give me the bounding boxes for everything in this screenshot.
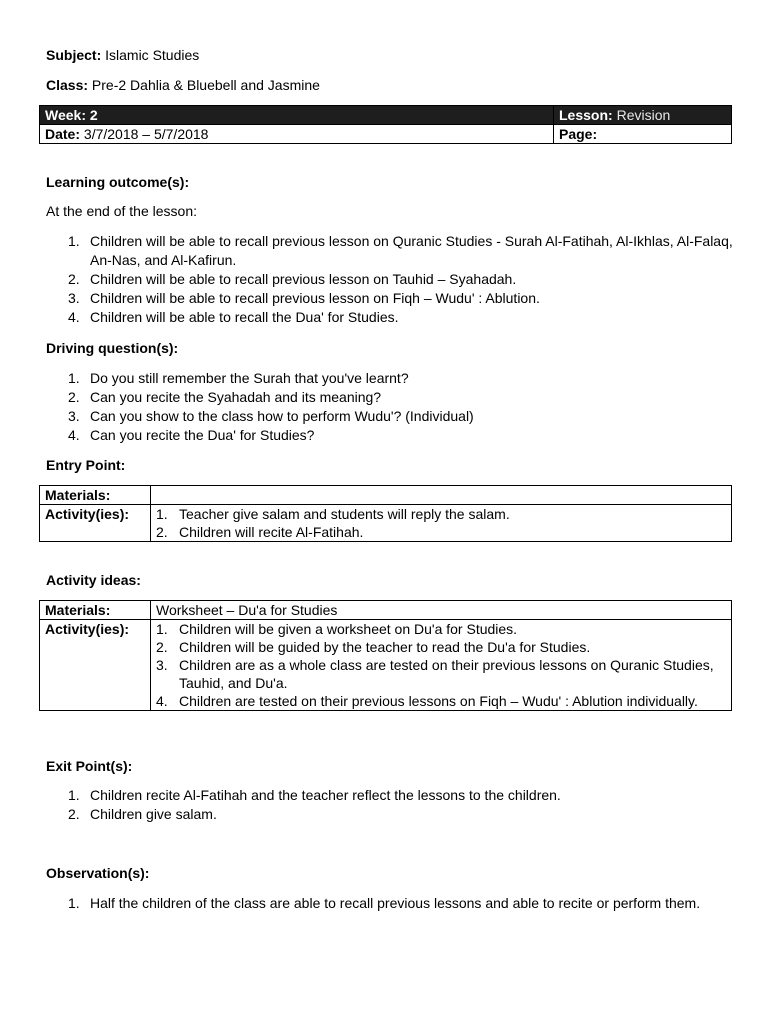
- list-item: 2. Can you recite the Syahadah and its meaning?: [68, 389, 382, 405]
- date-cell: [40, 125, 554, 144]
- subject-value: Islamic Studies: [105, 47, 200, 63]
- entry-materials-value: [151, 486, 732, 505]
- class-label: Class:: [46, 77, 89, 93]
- lesson-label: Lesson:: [559, 107, 613, 123]
- date-label: Date:: [45, 126, 81, 142]
- list-item: 2. Children will be guided by the teacher to read the Du'a for Studies.: [156, 639, 591, 655]
- list-item: 2. Children give salam.: [68, 806, 217, 822]
- list-item: 2. Children will recite Al-Fatihah.: [156, 524, 364, 540]
- entry-activity-cell: [151, 505, 732, 542]
- entry-materials-label: Materials:: [40, 486, 151, 505]
- week-info-table: [39, 105, 732, 144]
- entry-point-heading: Entry Point:: [46, 457, 126, 473]
- learning-outcomes-list: [46, 232, 736, 327]
- entry-activity-list: [156, 505, 726, 541]
- list-item: 3. Children will be able to recall previous lesson on Fiqh – Wudu' : Ablution.: [68, 290, 540, 306]
- page-cell: Page:: [554, 125, 732, 144]
- learning-outcomes-heading: Learning outcome(s):: [46, 174, 190, 190]
- entry-point-table: [39, 485, 732, 542]
- entry-activity-label: Activity(ies):: [40, 505, 151, 542]
- list-item: 1. Children will be able to recall previous lesson on Quranic Studies - Surah Al-Fatihah, Al-Ikhlas, Al-Falaq, An-Nas, and Al-Kafirun.: [68, 233, 733, 268]
- list-item: 4. Children are tested on their previous lessons on Fiqh – Wudu' : Ablution individually.: [156, 693, 698, 709]
- ideas-materials-label: Materials:: [40, 601, 151, 620]
- driving-questions-heading: Driving question(s):: [46, 340, 179, 356]
- list-item: 3. Children are as a whole class are tested on their previous lessons on Quranic Studies, Tauhid, and Du'a.: [156, 657, 714, 691]
- subject-label: Subject:: [46, 47, 102, 63]
- list-item: 2. Children will be able to recall previous lesson on Tauhid – Syahadah.: [68, 271, 517, 287]
- activity-ideas-table: [39, 600, 732, 711]
- list-item: 1. Children will be given a worksheet on Du'a for Studies.: [156, 621, 518, 637]
- ideas-activity-cell: [151, 620, 732, 711]
- observations-heading: Observation(s):: [46, 865, 150, 881]
- class-line: [46, 76, 320, 94]
- list-item: 1. Half the children of the class are able to recall previous lessons and able to recite or perform them.: [68, 895, 701, 911]
- driving-questions-list: [46, 369, 736, 445]
- list-item: 1. Do you still remember the Surah that you've learnt?: [68, 370, 409, 386]
- exit-points-heading: Exit Point(s):: [46, 758, 133, 774]
- list-item: 3. Can you show to the class how to perform Wudu'? (Individual): [68, 408, 474, 424]
- ideas-activity-list: [156, 620, 726, 710]
- list-item: 1. Teacher give salam and students will reply the salam.: [156, 506, 510, 522]
- list-item: 4. Can you recite the Dua' for Studies?: [68, 427, 315, 443]
- lesson-value: Revision: [616, 107, 671, 123]
- activity-ideas-heading: Activity ideas:: [46, 572, 141, 588]
- week-cell: Week: 2: [40, 106, 554, 125]
- subject-line: [46, 46, 199, 64]
- observations-list: [46, 894, 736, 913]
- list-item: 4. Children will be able to recall the Dua' for Studies.: [68, 309, 399, 325]
- class-value: Pre-2 Dahlia & Bluebell and Jasmine: [91, 77, 320, 93]
- lesson-cell: [554, 106, 732, 125]
- date-value: 3/7/2018 – 5/7/2018: [83, 126, 209, 142]
- ideas-activity-label: Activity(ies):: [40, 620, 151, 711]
- list-item: 1. Children recite Al-Fatihah and the teacher reflect the lessons to the children.: [68, 787, 561, 803]
- exit-points-list: [46, 786, 736, 824]
- ideas-materials-value: Worksheet – Du'a for Studies: [151, 601, 732, 620]
- learning-intro: At the end of the lesson:: [46, 203, 197, 219]
